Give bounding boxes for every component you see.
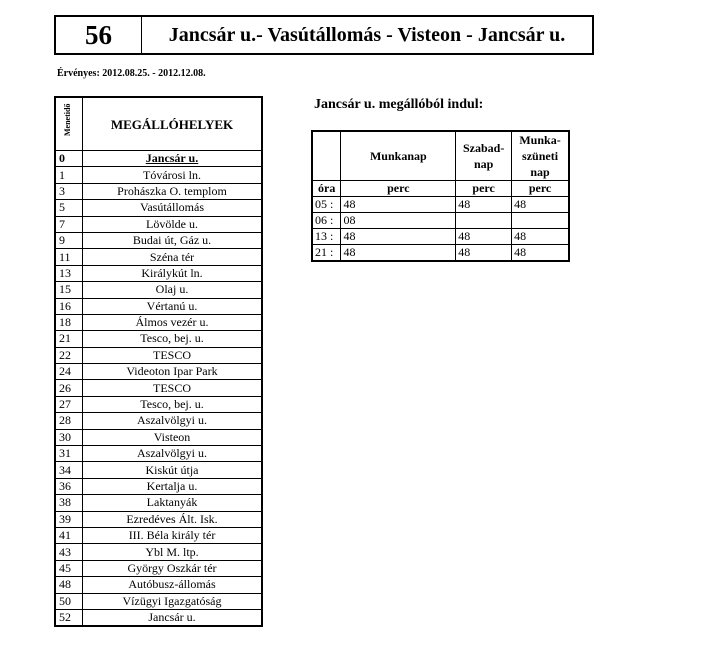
stop-name: III. Béla király tér: [83, 527, 263, 543]
stops-table: [54, 96, 263, 627]
schedule-row: [312, 213, 569, 229]
stop-travel-time: 0: [55, 151, 83, 167]
stop-travel-time: 15: [55, 282, 83, 298]
stop-row: [55, 347, 262, 363]
stop-row: [55, 314, 262, 330]
unit-header-row: [312, 181, 569, 197]
hour-unit-header: óra: [312, 181, 341, 197]
saturday-unit-header: perc: [456, 181, 512, 197]
stop-row: [55, 396, 262, 412]
stop-row: [55, 560, 262, 576]
stop-row: [55, 577, 262, 593]
stop-travel-time: 27: [55, 396, 83, 412]
stop-name: Aszalvölgyi u.: [83, 413, 263, 429]
stop-name: Laktanyák: [83, 495, 263, 511]
holiday-minutes: 48: [512, 245, 569, 262]
stop-travel-time: 13: [55, 265, 83, 281]
stop-travel-time: 39: [55, 511, 83, 527]
departure-hour: 13 :: [312, 229, 341, 245]
stop-travel-time: 16: [55, 298, 83, 314]
stop-name: Széna tér: [83, 249, 263, 265]
stop-travel-time: 18: [55, 314, 83, 330]
day-type-header-row: [312, 131, 569, 181]
stop-name: TESCO: [83, 380, 263, 396]
schedule-title: Jancsár u. megállóból indul:: [314, 97, 484, 112]
route-number: 56: [56, 17, 142, 53]
stop-row: [55, 478, 262, 494]
schedule-table: [311, 130, 570, 262]
stop-row: [55, 495, 262, 511]
stop-travel-time: 5: [55, 200, 83, 216]
stop-row: [55, 544, 262, 560]
stop-travel-time: 31: [55, 446, 83, 462]
stop-row: [55, 331, 262, 347]
route-name: Jancsár u.- Vasútállomás - Visteon - Jancsár u.: [168, 23, 566, 46]
stop-row: [55, 446, 262, 462]
stop-name: TESCO: [83, 347, 263, 363]
stops-header: MEGÁLLÓHELYEK: [83, 97, 263, 151]
stop-row: [55, 527, 262, 543]
travel-time-header: Menetidő: [55, 97, 83, 151]
holiday-unit-header: perc: [512, 181, 569, 197]
stop-name: Tesco, bej. u.: [83, 396, 263, 412]
departure-hour: 05 :: [312, 197, 341, 213]
saturday-minutes: [456, 213, 512, 229]
stop-name: György Oszkár tér: [83, 560, 263, 576]
stop-name: Vasútállomás: [83, 200, 263, 216]
stop-name: Budai út, Gáz u.: [83, 232, 263, 248]
saturday-header: Szabad- nap: [456, 131, 512, 181]
stop-row: [55, 249, 262, 265]
route-header: [54, 15, 594, 55]
stop-row: [55, 364, 262, 380]
stop-row: [55, 167, 262, 183]
stop-travel-time: 30: [55, 429, 83, 445]
stop-row: [55, 593, 262, 609]
stop-travel-time: 38: [55, 495, 83, 511]
stop-row: [55, 380, 262, 396]
saturday-minutes: 48: [456, 245, 512, 262]
stop-row: [55, 216, 262, 232]
saturday-minutes: 48: [456, 197, 512, 213]
stop-row: [55, 200, 262, 216]
stop-row: [55, 429, 262, 445]
stop-travel-time: 9: [55, 232, 83, 248]
stop-name: Álmos vezér u.: [83, 314, 263, 330]
stop-travel-time: 1: [55, 167, 83, 183]
stop-row: [55, 511, 262, 527]
stop-row: [55, 183, 262, 199]
stop-travel-time: 22: [55, 347, 83, 363]
holiday-header: Munka- szüneti nap: [512, 131, 569, 181]
workday-minutes: 08: [341, 213, 456, 229]
departure-hour: 21 :: [312, 245, 341, 262]
holiday-minutes: 48: [512, 229, 569, 245]
stop-travel-time: 41: [55, 527, 83, 543]
stop-name: Jancsár u.: [83, 151, 263, 167]
workday-unit-header: perc: [341, 181, 456, 197]
workday-header: Munkanap: [341, 131, 456, 181]
stop-row: [55, 609, 262, 626]
stop-travel-time: 11: [55, 249, 83, 265]
stop-travel-time: 24: [55, 364, 83, 380]
stop-travel-time: 52: [55, 609, 83, 626]
saturday-minutes: 48: [456, 229, 512, 245]
stop-row: [55, 265, 262, 281]
workday-minutes: 48: [341, 197, 456, 213]
workday-minutes: 48: [341, 245, 456, 262]
stop-row: [55, 232, 262, 248]
stop-name: Olaj u.: [83, 282, 263, 298]
stop-name: Vízügyi Igazgatóság: [83, 593, 263, 609]
stop-name: Tóvárosi ln.: [83, 167, 263, 183]
stops-header-row: [55, 97, 262, 151]
holiday-minutes: 48: [512, 197, 569, 213]
holiday-minutes: [512, 213, 569, 229]
stop-travel-time: 28: [55, 413, 83, 429]
stop-name: Prohászka O. templom: [83, 183, 263, 199]
stop-row: [55, 413, 262, 429]
stop-travel-time: 34: [55, 462, 83, 478]
stop-travel-time: 21: [55, 331, 83, 347]
schedule-row: [312, 245, 569, 262]
stop-name: Vértanú u.: [83, 298, 263, 314]
stop-row: [55, 151, 262, 167]
stop-name: Kertalja u.: [83, 478, 263, 494]
stop-name: Lövölde u.: [83, 216, 263, 232]
schedule-row: [312, 229, 569, 245]
stop-travel-time: 48: [55, 577, 83, 593]
stop-name: Jancsár u.: [83, 609, 263, 626]
stop-travel-time: 26: [55, 380, 83, 396]
hour-blank-header: [312, 131, 341, 181]
stop-name: Autóbusz-állomás: [83, 577, 263, 593]
stop-name: Videoton Ipar Park: [83, 364, 263, 380]
stop-name: Királykút ln.: [83, 265, 263, 281]
stop-name: Ezredéves Ált. Isk.: [83, 511, 263, 527]
validity-period: Érvényes: 2012.08.25. - 2012.12.08.: [57, 68, 206, 79]
stop-row: [55, 462, 262, 478]
stop-travel-time: 50: [55, 593, 83, 609]
stop-name: Visteon: [83, 429, 263, 445]
stop-travel-time: 3: [55, 183, 83, 199]
stop-travel-time: 45: [55, 560, 83, 576]
stop-travel-time: 7: [55, 216, 83, 232]
schedule-row: [312, 197, 569, 213]
stop-travel-time: 36: [55, 478, 83, 494]
stop-travel-time: 43: [55, 544, 83, 560]
stop-name: Kiskút útja: [83, 462, 263, 478]
stop-name: Aszalvölgyi u.: [83, 446, 263, 462]
stop-row: [55, 298, 262, 314]
departure-hour: 06 :: [312, 213, 341, 229]
stop-name: Ybl M. ltp.: [83, 544, 263, 560]
stop-row: [55, 282, 262, 298]
workday-minutes: 48: [341, 229, 456, 245]
stop-name: Tesco, bej. u.: [83, 331, 263, 347]
